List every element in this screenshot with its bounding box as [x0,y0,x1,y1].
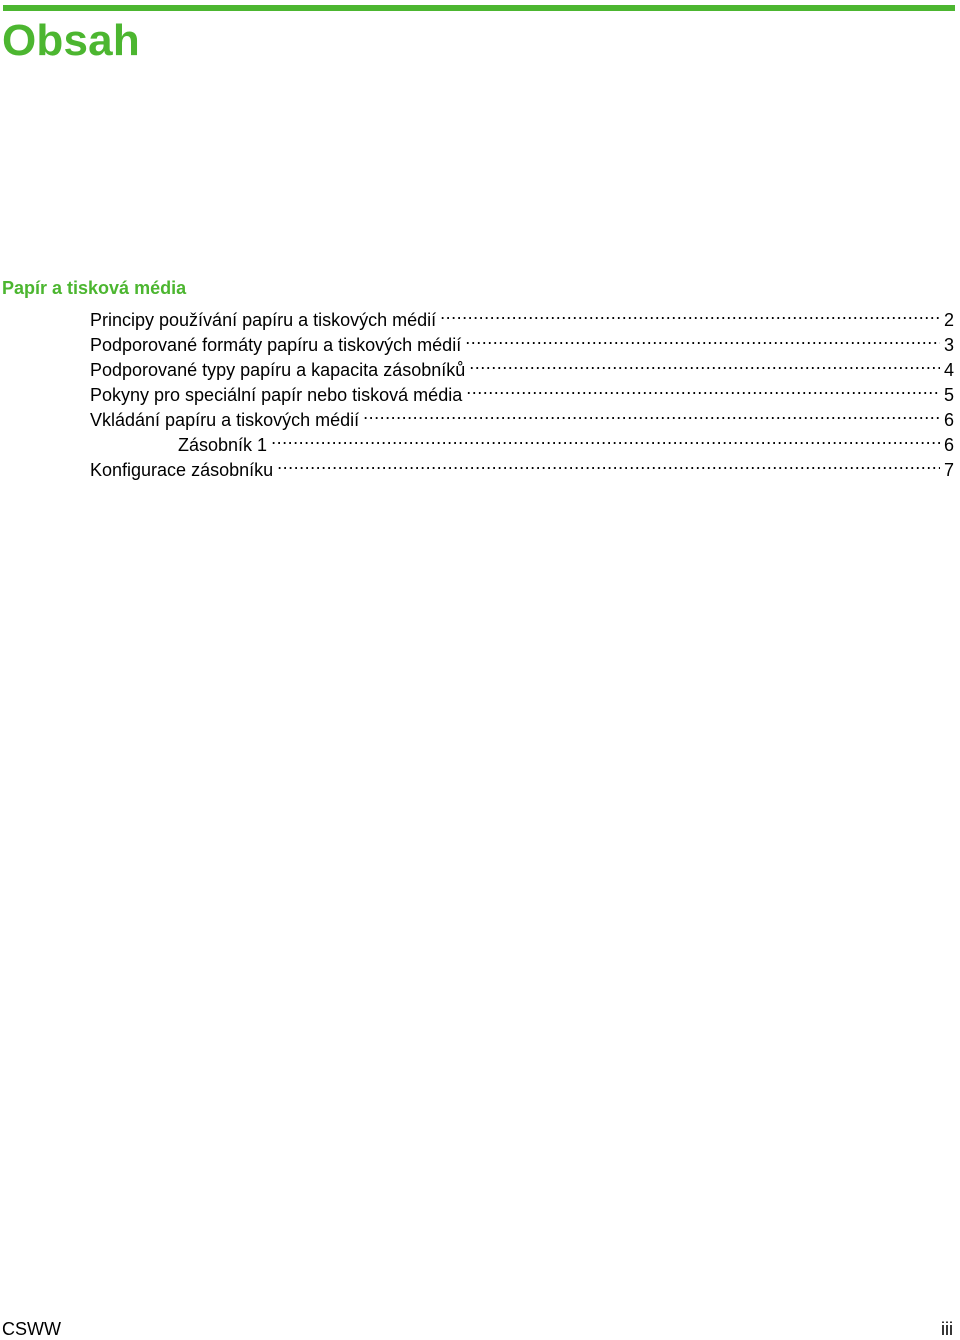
toc-page-number: 5 [943,385,954,405]
toc-entry-title: Zásobník 1 [178,435,268,455]
toc-dot-leader [277,451,940,476]
footer-page-number: iii [941,1319,953,1339]
top-rule [3,5,955,11]
toc-dot-leader [440,301,940,326]
toc-entry-title: Vkládání papíru a tiskových médií [90,410,360,430]
toc-entry-title: Principy používání papíru a tiskových médií [90,310,437,330]
toc-dot-leader [271,426,940,451]
toc-section-heading[interactable]: Papír a tisková média [2,278,187,298]
toc-page-number: 4 [943,360,954,380]
toc-page-number: 3 [943,335,954,355]
toc-entry-title: Podporované formáty papíru a tiskových médií [90,335,462,355]
toc-entry[interactable] [0,451,954,480]
toc-page-number: 6 [943,435,954,455]
table-of-contents [0,276,954,480]
toc-entry[interactable] [0,301,954,330]
toc-dot-leader [363,401,940,426]
toc-page-number: 2 [943,310,954,330]
footer-left: CSWW [2,1319,61,1339]
page-title: Obsah [2,16,140,65]
toc-page-number: 7 [943,460,954,480]
toc-entry-title: Podporované typy papíru a kapacita zásobníků [90,360,466,380]
toc-entry-title: Konfigurace zásobníku [90,460,274,480]
toc-dot-leader [465,326,940,351]
toc-page-number: 6 [943,410,954,430]
toc-entry-title: Pokyny pro speciální papír nebo tisková média [90,385,463,405]
toc-dot-leader [466,376,940,401]
toc-dot-leader [469,351,940,376]
